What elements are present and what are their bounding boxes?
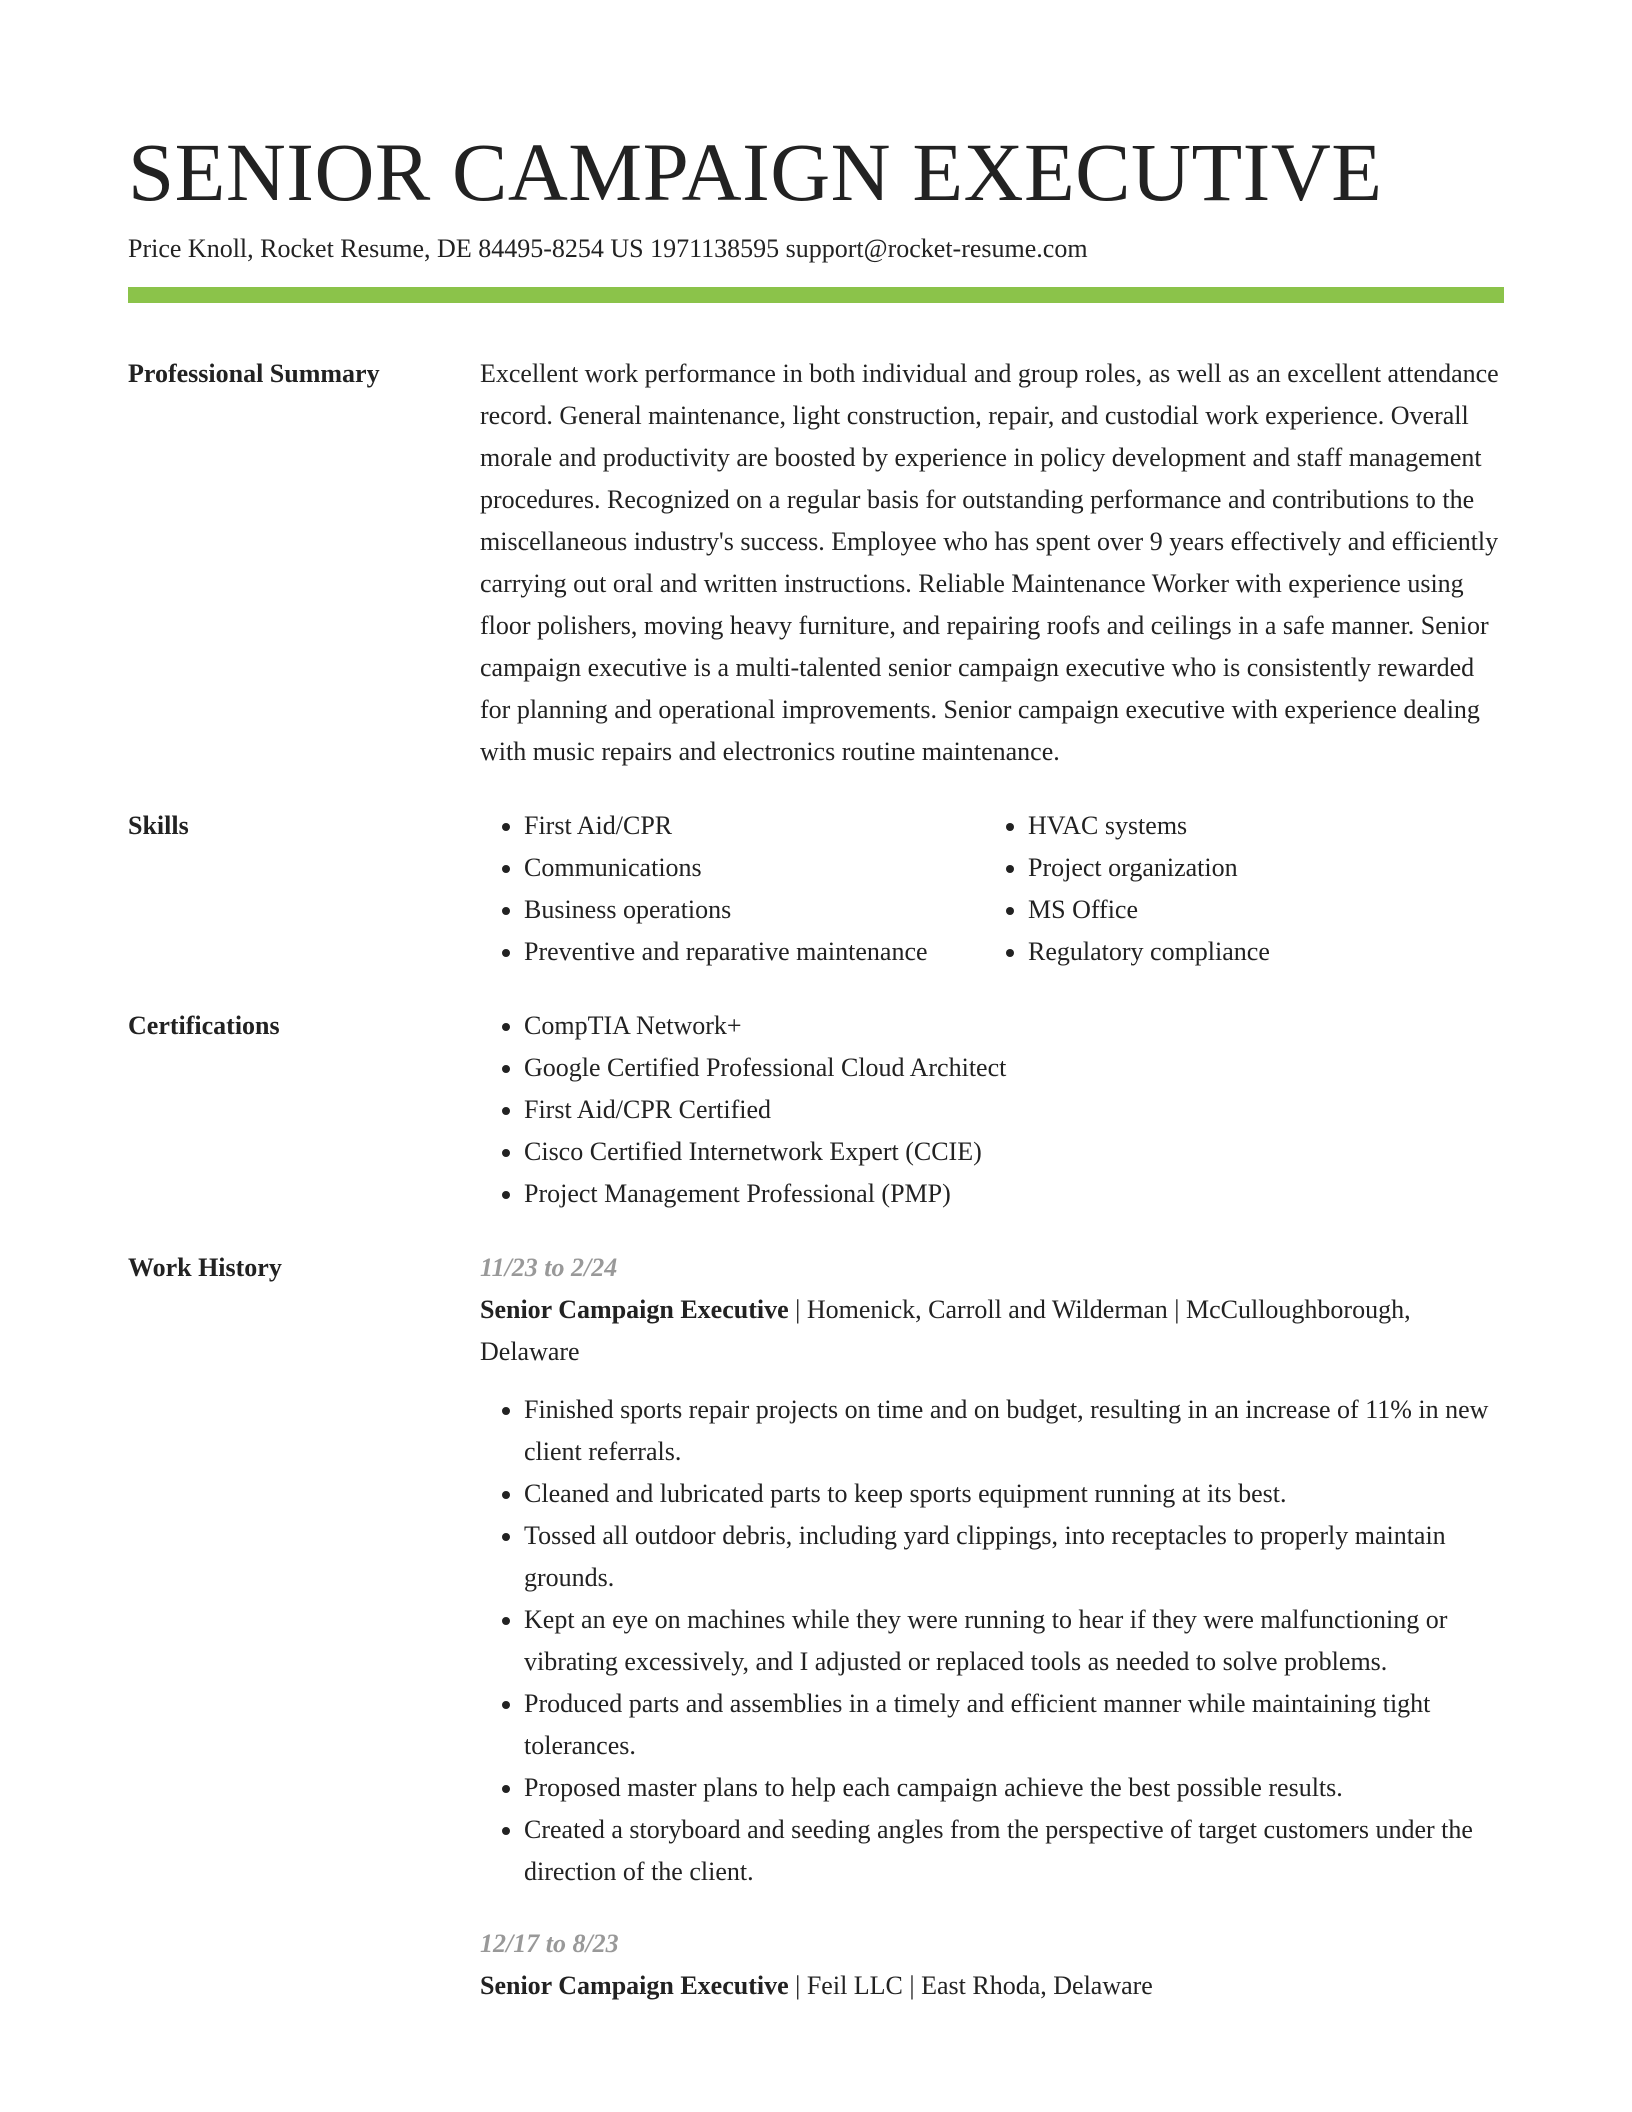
job-bullet: • Proposed master plans to help each campaign achieve the best possible results. [524, 1767, 1504, 1809]
summary-section [128, 353, 1504, 773]
certification-item: • First Aid/CPR Certified [524, 1089, 1504, 1131]
certification-item: • Cisco Certified Internetwork Expert (CCIE) [524, 1131, 1504, 1173]
job-bullets [480, 1389, 1504, 1893]
certifications-list [480, 1005, 1504, 1215]
job-dates: 12/17 to 8/23 [480, 1929, 619, 1958]
job-entry [480, 1923, 1504, 2007]
job-employer-location: | Feil LLC | East Rhoda, Delaware [788, 1971, 1153, 2000]
skills-section [128, 805, 1504, 973]
skill-item: • First Aid/CPR [524, 805, 984, 847]
skill-item: • Communications [524, 847, 984, 889]
job-entry [480, 1247, 1504, 1893]
section-label-summary: Professional Summary [128, 359, 380, 388]
job-heading [480, 1965, 1504, 2007]
section-label-work-history: Work History [128, 1253, 282, 1282]
skill-item: • HVAC systems [1028, 805, 1270, 847]
job-bullet: • Produced parts and assemblies in a timely and efficient manner while maintaining tight tolerances. [524, 1683, 1504, 1767]
accent-divider [128, 287, 1504, 303]
job-dates: 11/23 to 2/24 [480, 1253, 618, 1282]
skills-list-left [480, 805, 984, 973]
job-bullet: • Finished sports repair projects on time and on budget, resulting in an increase of 11% in new client referrals. [524, 1389, 1504, 1473]
skill-item: • MS Office [1028, 889, 1270, 931]
job-employer-location: | Homenick, Carroll and Wilderman | McCulloughborough, Delaware [480, 1295, 1411, 1366]
work-history-section [128, 1247, 1504, 2007]
summary-text: Excellent work performance in both individual and group roles, as well as an excellent attendance record. General maintenance, light construction, repair, and custodial work experience. Overall morale and productivity are boosted by experience in policy development and staff management procedures. Recognized on a regular basis for outstanding performance and contributions to the miscellaneous industry's success. Employee who has spent over 9 years effectively and efficiently carrying out oral and written instructions. Reliable Maintenance Worker with experience using floor polishers, moving heavy furniture, and repairing roofs and ceilings in a safe manner. Senior campaign executive is a multi-talented senior campaign executive who is consistently rewarded for planning and operational improvements. Senior campaign executive with experience dealing with music repairs and electronics routine maintenance. [480, 359, 1499, 766]
section-label-skills: Skills [128, 811, 189, 840]
job-bullet: • Kept an eye on machines while they were running to hear if they were malfunctioning or vibrating excessively, and I adjusted or replaced tools as needed to solve problems. [524, 1599, 1504, 1683]
resume-page [128, 0, 1504, 2007]
contact-line: Price Knoll, Rocket Resume, DE 84495-8254 US 1971138595 support@rocket-resume.com [128, 234, 1088, 263]
job-title: Senior Campaign Executive [480, 1971, 789, 2000]
skill-item: • Project organization [1028, 847, 1270, 889]
job-title: Senior Campaign Executive [480, 1295, 789, 1324]
job-bullet: • Created a storyboard and seeding angles from the perspective of target customers under the direction of the client. [524, 1809, 1504, 1893]
skill-item: • Regulatory compliance [1028, 931, 1270, 973]
skill-item: • Preventive and reparative maintenance [524, 931, 984, 973]
certification-item: • CompTIA Network+ [524, 1005, 1504, 1047]
job-heading [480, 1289, 1504, 1373]
certification-item: • Project Management Professional (PMP) [524, 1173, 1504, 1215]
skills-list-right [984, 805, 1270, 973]
section-label-certifications: Certifications [128, 1011, 280, 1040]
job-bullet: • Cleaned and lubricated parts to keep sports equipment running at its best. [524, 1473, 1504, 1515]
certification-item: • Google Certified Professional Cloud Architect [524, 1047, 1504, 1089]
job-bullet: • Tossed all outdoor debris, including yard clippings, into receptacles to properly maintain grounds. [524, 1515, 1504, 1599]
skills-columns [480, 805, 1504, 973]
certifications-section [128, 1005, 1504, 1215]
resume-title: SENIOR CAMPAIGN EXECUTIVE [128, 126, 1383, 218]
skill-item: • Business operations [524, 889, 984, 931]
